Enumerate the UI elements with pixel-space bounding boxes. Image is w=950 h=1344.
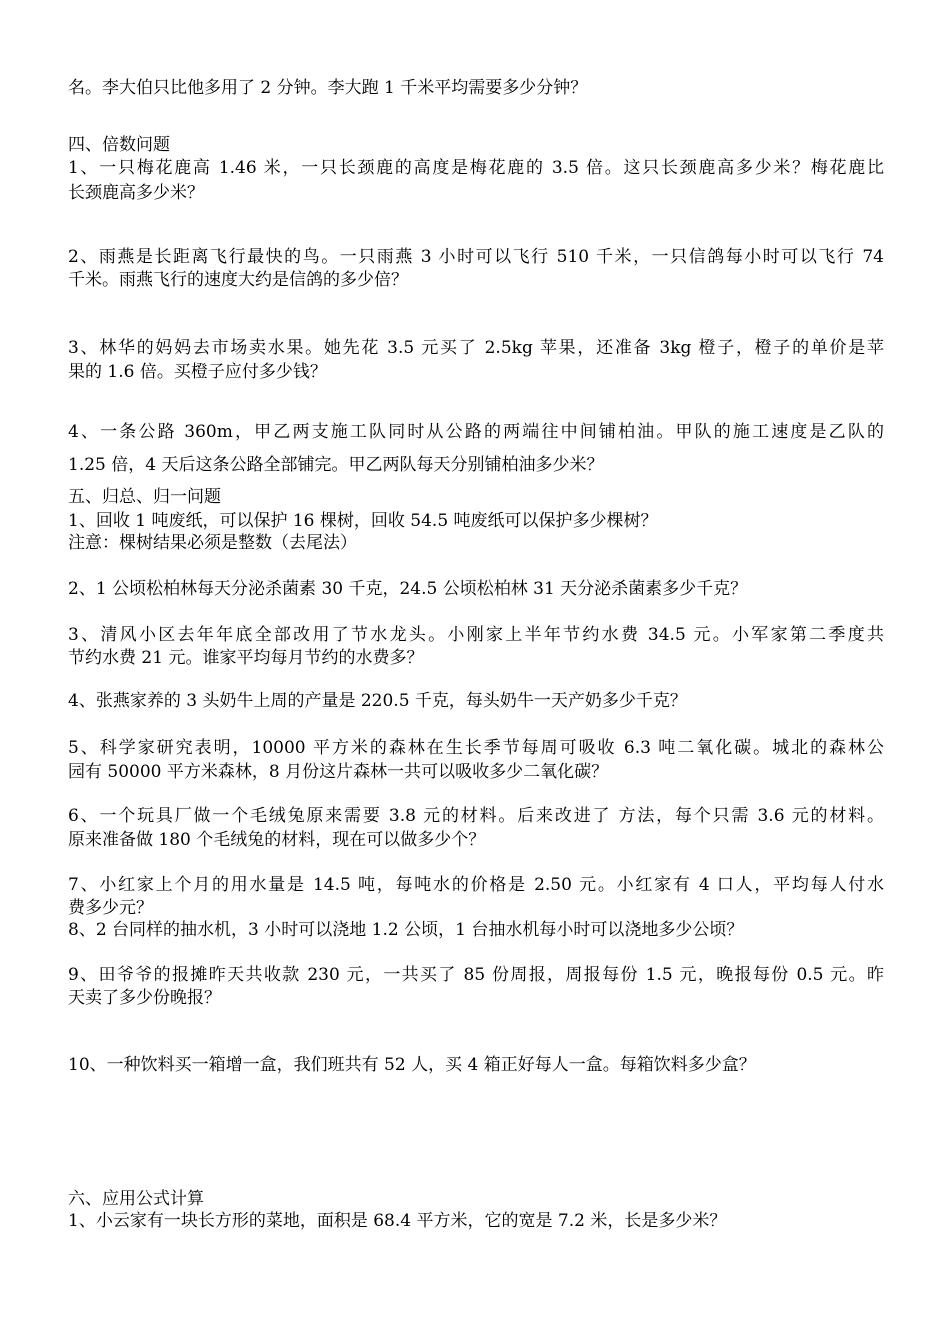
problem-line: 8、2 台同样的抽水机，3 小时可以浇地 1.2 公顷，1 台抽水机每小时可以浇地多少公顷？ [68,920,744,940]
problem-line: 9、田爷爷的报摊昨天共收款 230 元，一共买了 85 份周报，周报每份 1.5 元，晚报每份 0.5 元。昨 [68,965,884,985]
problem-line: 3、林华的妈妈去市场卖水果。她先花 3.5 元买了 2.5kg 苹果，还准备 3kg 橙子，橙子的单价是苹 [68,338,884,358]
problem-line: 长颈鹿高多少米？ [68,183,204,203]
problem-line: 2、1 公顷松柏林每天分泌杀菌素 30 千克，24.5 公顷松柏林 31 天分泌杀菌素多少千克？ [68,579,748,599]
problem-line: 1、一只梅花鹿高 1.46 米，一只长颈鹿的高度是梅花鹿的 3.5 倍。这只长颈鹿高多少米？梅花鹿比 [68,158,884,178]
problem-line: 园有 50000 平方米森林，8 月份这片森林一共可以吸收多少二氧化碳？ [68,762,609,782]
problem-line: 4、张燕家养的 3 头奶牛上周的产量是 220.5 千克，每头奶牛一天产奶多少千克？ [68,691,687,711]
problem-line: 1、小云家有一块长方形的菜地，面积是 68.4 平方米，它的宽是 7.2 米，长是多少米？ [68,1211,727,1231]
note-line: 注意：棵树结果必须是整数（去尾法） [68,533,357,553]
problem-line: 天卖了多少份晚报？ [68,988,221,1008]
section-heading-multiples: 四、倍数问题 [68,135,170,155]
problem-line: 费多少元？ [68,898,153,918]
problem-line: 4、一条公路 360m，甲乙两支施工队同时从公路的两端往中间铺柏油。甲队的施工速度是乙队的 [68,422,884,442]
continued-problem-line: 名。李大伯只比他多用了 2 分钟。李大跑 1 千米平均需要多少分钟？ [68,78,588,98]
problem-line: 果的 1.6 倍。买橙子应付多少钱？ [68,362,327,382]
problem-line: 6、一个玩具厂做一个毛绒兔原来需要 3.8 元的材料。后来改进了 方法，每个只需 3.6 元的材料。 [68,806,884,826]
problem-line: 3、清风小区去年年底全部改用了节水龙头。小刚家上半年节约水费 34.5 元。小军家第二季度共 [68,625,884,645]
problem-line: 原来准备做 180 个毛绒兔的材料，现在可以做多少个？ [68,830,486,850]
section-heading-unit-problems: 五、归总、归一问题 [68,487,221,507]
section-heading-formulas: 六、应用公式计算 [68,1189,204,1209]
problem-line: 千米。雨燕飞行的速度大约是信鸽的多少倍？ [68,270,408,290]
problem-line: 5、科学家研究表明，10000 平方米的森林在生长季节每周可吸收 6.3 吨二氧化碳。城北的森林公 [68,738,884,758]
problem-line: 10、一种饮料买一箱增一盒，我们班共有 52 人，买 4 箱正好每人一盒。每箱饮料多少盒？ [68,1055,756,1075]
problem-line: 7、小红家上个月的用水量是 14.5 吨，每吨水的价格是 2.50 元。小红家有 4 口人，平均每人付水 [68,875,884,895]
problem-line: 1.25 倍，4 天后这条公路全部铺完。甲乙两队每天分别铺柏油多少米？ [68,455,604,475]
problem-line: 1、回收 1 吨废纸，可以保护 16 棵树，回收 54.5 吨废纸可以保护多少棵树？ [68,511,658,531]
problem-line: 2、雨燕是长距离飞行最快的鸟。一只雨燕 3 小时可以飞行 510 千米，一只信鸽每小时可以飞行 74 [68,247,884,267]
problem-line: 节约水费 21 元。谁家平均每月节约的水费多？ [68,648,424,668]
